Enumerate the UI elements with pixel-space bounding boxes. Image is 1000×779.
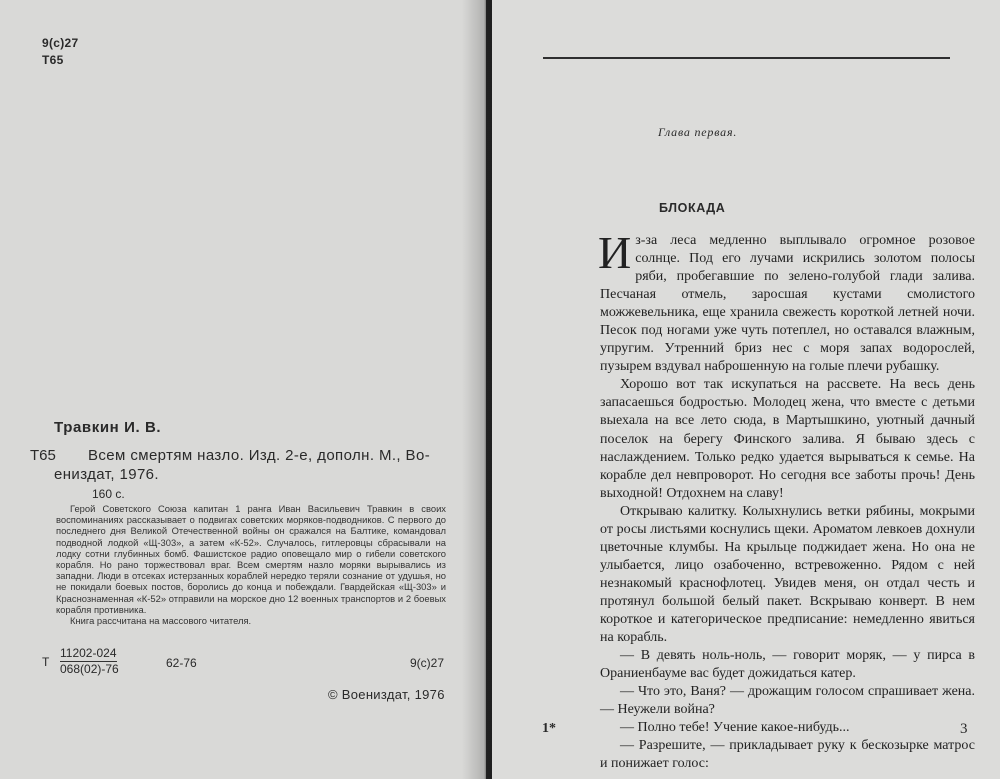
code-numerator: 11202-024 [60,646,117,660]
catalog-title-line-1: Всем смертям назло. Изд. 2-е, дополн. М., Во- [88,447,431,464]
drop-cap: И [598,227,632,278]
paragraph-6: — Полно тебе! Учение какое-нибудь... [620,720,850,736]
header-rule [543,57,950,59]
left-page [0,0,486,779]
chapter-text [598,227,975,773]
right-page [492,0,1000,779]
copyright: © Воениздат, 1976 [328,687,445,702]
catalog-index: Т65 [30,447,56,464]
annotation-audience: Книга рассчитана на массового читателя. [70,615,252,627]
paragraph-5: — Что это, Ваня? — дрожащим голосом спрашивает жена. — Неужели война? [600,684,975,718]
page-number: 3 [960,721,968,737]
paragraph-2: Хорошо вот так искупаться на рассвете. На весь день запасаешься бодростью. Молодец жена, что вместе с детьми выехала на все лето сюда, в Мартышкино, уютный дачный поселок на берегу Финского залива. Я бываю здесь с наслаждением. Только редко удается вырываться к семье. На корабле дел невпроворот. Но сегодня все заботы прочь! День выходной! Отдохнем на славу! [600,377,975,501]
bbk-code-bottom: 9(с)27 [410,656,445,670]
catalog-author: Травкин И. В. [54,419,162,436]
catalog-title-line-2: ениздат, 1976. [54,466,159,483]
chapter-label: Глава первая. [658,125,738,139]
paragraph-1 [598,227,975,376]
code-fraction [60,646,160,676]
paragraph-3: Открываю калитку. Колыхнулись ветки рябины, мокрыми от росы листьями коснулись щеки. Ароматом левкоев дохнули цветочные клумбы. На крыльце поджидает жена. Но она не улыбается, лицо озабоченно, встревоженно. Рядом с ней незнакомый краснофлотец. Увидев меня, он отдал честь и протянул большой белый пакет. Вскрываю конверт. В нем короткое и категорическое предписание: немедленно явиться на корабль. [600,503,975,646]
paragraph-4: — В девять ноль-ноль, — говорит моряк, — у пирса в Ораниенбауме вас будет дожидаться катер. [600,648,975,682]
signature-mark: 1* [542,721,556,736]
page-count: 160 с. [92,487,125,501]
chapter-heading: БЛОКАДА [659,201,726,215]
author-mark: Т65 [42,53,64,67]
code-side: 62-76 [166,656,197,670]
annotation [56,503,446,626]
code-letter: Т [42,655,50,669]
paragraph-7: — Разрешите, — прикладывает руку к бескозырке матрос и понижает голос: [600,738,975,772]
bbk-code: 9(с)27 [42,36,79,50]
annotation-text: Герой Советского Союза капитан 1 ранга Иван Васильевич Травкин в своих воспоминаниях рассказывает о подвигах советских моряков-подводников. С первого до последнего дня Великой Отечественной войны он сражался на Балтике, командовал подводной лодкой «Щ-303», а затем «К-52». Случалось, гитлеровцы сбрасывали на лодку сотни глубинных бомб. Фашистское радио оповещало мир о гибели советского корабля. Но рано торжествовал враг. Всем смертям назло моряки вырывались из западни. Люди в отсеках истерзанных кораблей нередко теряли сознание от удушья, но не покидали боевых постов, боролись до конца и побеждали. Гвардейская «Щ-303» и Краснознаменная «К-52» отправили на морское дно 12 военных транспортов и 2 боевых корабля противника. [56,503,446,615]
paragraph-1-text: з-за леса медленно выплывало огромное розовое солнце. Под его лучами искрились золотом полосы ряби, пробегавшие по зелено-голубой глади залива. Песчаная отмель, заросшая кустами смолистого можжевельника, еще хранила свежесть короткой летней ночи. Песок под ногами уже чуть потеплел, но оставался влажным, упругим. Утренний бриз нес с моря запах водорослей, пузырем вздувал наброшенную на голые плечи рубашку. [600,233,975,375]
code-denominator: 068(02)-76 [60,662,119,676]
